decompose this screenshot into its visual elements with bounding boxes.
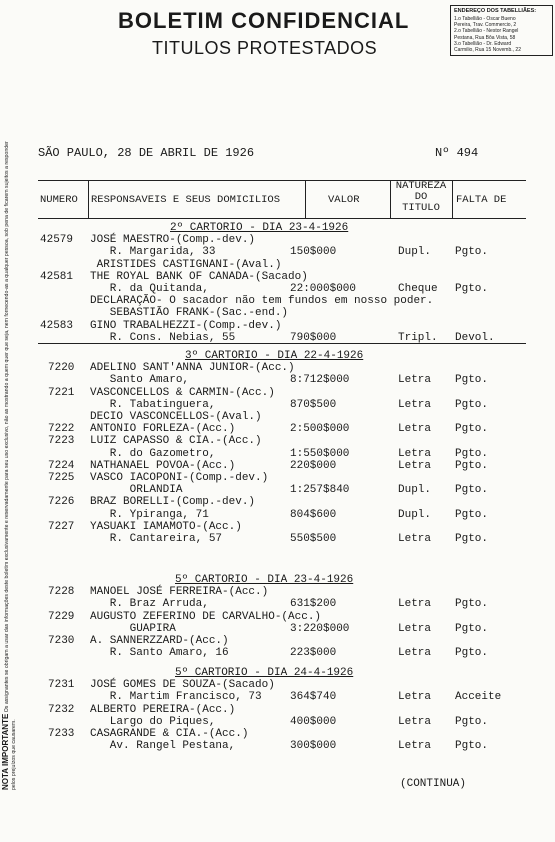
- entry-natureza: Letra: [398, 374, 432, 387]
- entry-valor: 550$500: [290, 533, 337, 545]
- entry-responsavel: SEBASTIÃO FRANK-(Sac.-end.): [90, 307, 289, 320]
- entry-natureza: Letra: [398, 398, 432, 411]
- entry-responsavel: Av. Rangel Pestana,: [90, 740, 236, 753]
- entry-falta: Pgto.: [455, 447, 489, 460]
- entry-number: 7222: [48, 423, 75, 436]
- entry-falta: Pgto.: [455, 508, 489, 521]
- entry-number: 42583: [40, 319, 74, 332]
- entry-natureza: Letra: [398, 533, 432, 545]
- entry-number: 42579: [40, 234, 74, 247]
- column-header-valor: VALOR: [328, 194, 360, 206]
- entry-responsavel: YASUAKI IAMAMOTO-(Acc.): [90, 520, 242, 533]
- entry-responsavel: R. da Quitanda,: [90, 283, 209, 295]
- entry-falta: Pgto.: [455, 533, 489, 545]
- col-divider: [88, 180, 89, 218]
- entry-falta: Pgto.: [455, 740, 489, 753]
- entry-valor: 22:000$000: [290, 283, 357, 295]
- entry-natureza: Letra: [398, 423, 432, 436]
- entry-valor: 364$740: [290, 691, 337, 704]
- place-date: SÃO PAULO, 28 DE ABRIL DE 1926: [38, 146, 255, 160]
- entry-valor: 790$000: [290, 331, 337, 344]
- natureza-line: NATUREZA: [395, 180, 447, 192]
- entry-natureza: Letra: [398, 622, 432, 635]
- entry-responsavel: R. Cantareira, 57: [90, 533, 223, 545]
- entry-natureza: Dupl.: [398, 484, 432, 497]
- entry-responsavel: R. Cons. Nebias, 55: [90, 331, 236, 344]
- address-line: 2.o Tabellião - Nestor Rangel: [454, 28, 519, 35]
- entry-responsavel: VASCO IACOPONI-(Comp.-dev.): [90, 472, 269, 484]
- entry-responsavel: AUGUSTO ZEFERINO DE CARVALHO-(Acc.): [90, 610, 322, 623]
- entry-falta: Pgto.: [455, 647, 489, 660]
- entry-valor: 2:500$000: [290, 423, 350, 436]
- entry-natureza: Letra: [398, 447, 432, 460]
- table-header-rule: [38, 218, 526, 219]
- entry-natureza: Letra: [398, 691, 432, 704]
- entry-natureza: Letra: [398, 740, 432, 753]
- entry-falta: Pgto.: [455, 484, 489, 497]
- entry-natureza: Letra: [398, 715, 432, 728]
- section-separator: [38, 343, 526, 344]
- address-line: 1.o Tabellião - Oscar Bueno: [454, 16, 516, 22]
- entry-responsavel: A. SANNERZZARD-(Acc.): [90, 635, 229, 647]
- entry-number: 7230: [48, 635, 75, 647]
- entry-number: 7220: [48, 362, 75, 375]
- entry-number: 7225: [48, 472, 75, 484]
- continua-label: (CONTINUA): [400, 778, 467, 790]
- entry-number: 7228: [48, 586, 75, 599]
- entry-responsavel: NATHANAEL POVOA-(Acc.): [90, 459, 236, 472]
- entry-responsavel: GINO TRABALHEZZI-(Comp.-dev.): [90, 319, 282, 332]
- cartorio-section-title: 5º CARTORIO - DIA 24-4-1926: [175, 667, 354, 679]
- entry-falta: Pgto.: [455, 398, 489, 411]
- entry-falta: Pgto.: [455, 374, 489, 387]
- entry-number: 42581: [40, 270, 74, 283]
- entry-responsavel: R. Margarida, 33: [90, 246, 216, 259]
- entry-valor: 8:712$000: [290, 374, 350, 387]
- entry-falta: Pgto.: [455, 246, 489, 259]
- bulletin-number: Nº 494: [435, 146, 479, 160]
- entry-natureza: Dupl.: [398, 508, 432, 521]
- entry-valor: 1:550$000: [290, 447, 350, 460]
- col-divider: [390, 180, 391, 218]
- entry-falta: Pgto.: [455, 715, 489, 728]
- addresses-heading: ENDEREÇO DOS TABELLIÃES:: [454, 8, 537, 14]
- col-divider: [452, 180, 453, 218]
- bulletin-subtitle: TITULOS PROTESTADOS: [152, 38, 378, 58]
- side-note: [2, 140, 42, 790]
- entry-number: 7229: [48, 610, 75, 623]
- entry-responsavel: BRAZ BORELLI-(Comp.-dev.): [90, 496, 256, 509]
- entry-responsavel: R. do Gazometro,: [90, 447, 216, 460]
- column-header-responsaveis: RESPONSAVEIS E SEUS DOMICILIOS: [91, 194, 281, 206]
- entry-natureza: Letra: [398, 598, 432, 611]
- entry-responsavel: R. Tabatinguera,: [90, 398, 216, 411]
- cartorio-section-title: 5º CARTORIO - DIA 23-4-1926: [175, 574, 354, 586]
- entry-valor: 300$000: [290, 740, 337, 753]
- entry-responsavel: ANTONIO FORLEZA-(Acc.): [90, 423, 236, 436]
- column-header-falta: FALTA DE: [456, 194, 507, 206]
- entry-responsavel: Santo Amaro,: [90, 374, 190, 387]
- address-line: Carmilio, Rua 15 Novemb., 22: [454, 47, 521, 54]
- natureza-line: DO: [414, 191, 428, 203]
- entry-natureza: Letra: [398, 459, 432, 472]
- entry-falta: Pgto.: [455, 459, 489, 472]
- cartorio-section-title: 2º CARTORIO - DIA 23-4-1926: [170, 222, 349, 234]
- entry-responsavel: VASCONCELLOS & CARMIN-(Acc.): [90, 386, 275, 399]
- bulletin-title: BOLETIM CONFIDENCIAL: [118, 8, 410, 33]
- entry-responsavel: ADELINO SANT'ANNA JUNIOR-(Acc.): [90, 362, 295, 375]
- natureza-line: TITULO: [402, 202, 440, 214]
- entry-falta: Pgto.: [455, 283, 489, 295]
- entry-valor: 631$200: [290, 598, 337, 611]
- entry-number: 7231: [48, 679, 75, 692]
- entry-natureza: Dupl.: [398, 246, 432, 259]
- entry-responsavel: R. Martim Francisco, 73: [90, 691, 262, 704]
- entry-valor: 1:257$840: [290, 484, 350, 497]
- entry-natureza: Tripl.: [398, 331, 438, 344]
- entry-responsavel: GUAPIRA: [90, 622, 176, 635]
- entry-falta: Pgto.: [455, 622, 489, 635]
- entry-valor: 223$000: [290, 647, 337, 660]
- entry-number: 7232: [48, 703, 75, 716]
- cartorio-section-title: 3º CARTORIO - DIA 22-4-1926: [185, 350, 364, 362]
- side-note-label: NOTA IMPORTANTE: [1, 713, 10, 790]
- column-header-numero: NUMERO: [40, 194, 78, 206]
- entry-valor: 220$000: [290, 459, 337, 472]
- entry-valor: 3:220$000: [290, 622, 350, 635]
- entry-responsavel: ARISTIDES CASTIGNANI-(Aval.): [90, 258, 282, 271]
- entry-number: 7224: [48, 459, 75, 472]
- entry-falta: Pgto.: [455, 598, 489, 611]
- entry-number: 7223: [48, 435, 75, 448]
- entry-falta: Acceite: [455, 691, 502, 704]
- entry-valor: 400$000: [290, 715, 337, 728]
- address-line: 3.o Tabellião - Dr. Edward: [454, 40, 512, 47]
- side-note-text: Os assignantes se obrigam a usar das informações deste boletim exclusivamente e reservadamente para seu uso exclusivo, não as mostrando a quem quer que seja, nem fornecendo-as a qualquer pessoa, sob pena de ficarem sujeitos a responder pelos prejuízos que causarem.: [4, 141, 17, 790]
- entry-responsavel: DECIO VASCONCELLOS-(Aval.): [90, 411, 262, 423]
- entry-responsavel: R. Braz Arruda,: [90, 598, 209, 611]
- address-line: Pereira, Trav. Commercio, 2: [454, 22, 517, 29]
- entry-number: 7233: [48, 728, 75, 740]
- entry-valor: 804$600: [290, 508, 337, 521]
- entry-valor: 870$500: [290, 398, 337, 411]
- entry-responsavel: MANOEL JOSÉ FERREIRA-(Acc.): [90, 586, 269, 599]
- entry-number: 7227: [48, 520, 75, 533]
- entry-responsavel: JOSÉ MAESTRO-(Comp.-dev.): [90, 234, 256, 247]
- entry-responsavel: ALBERTO PEREIRA-(Acc.): [90, 703, 236, 716]
- entry-falta: Pgto.: [455, 423, 489, 436]
- entry-responsavel: DECLARAÇÃO- O sacador não tem fundos em nosso poder.: [90, 295, 434, 308]
- column-header-natureza: [392, 181, 450, 214]
- entry-responsavel: ORLANDIA: [90, 484, 183, 497]
- entry-falta: Devol.: [455, 331, 495, 344]
- entry-responsavel: LUIZ CAPASSO & CIA.-(Acc.): [90, 435, 262, 448]
- col-divider: [305, 180, 306, 218]
- entry-valor: 150$000: [290, 246, 337, 259]
- entry-responsavel: R. Ypiranga, 71: [90, 508, 209, 521]
- entry-responsavel: THE ROYAL BANK OF CANADA-(Sacado): [90, 270, 308, 283]
- tabelliaes-address-box: [450, 5, 553, 56]
- entry-number: 7226: [48, 496, 75, 509]
- entry-number: 7221: [48, 386, 75, 399]
- entry-responsavel: CASAGRANDE & CIA.-(Acc.): [90, 728, 249, 740]
- entry-natureza: Letra: [398, 647, 432, 660]
- entry-responsavel: R. Santo Amaro, 16: [90, 647, 229, 660]
- address-line: Pestana, Rua Bôa Vista, 58: [454, 34, 516, 41]
- entry-responsavel: Largo do Piques,: [90, 715, 216, 728]
- entry-natureza: Cheque: [398, 283, 438, 295]
- entry-responsavel: JOSÉ GOMES DE SOUZA-(Sacado): [90, 679, 275, 692]
